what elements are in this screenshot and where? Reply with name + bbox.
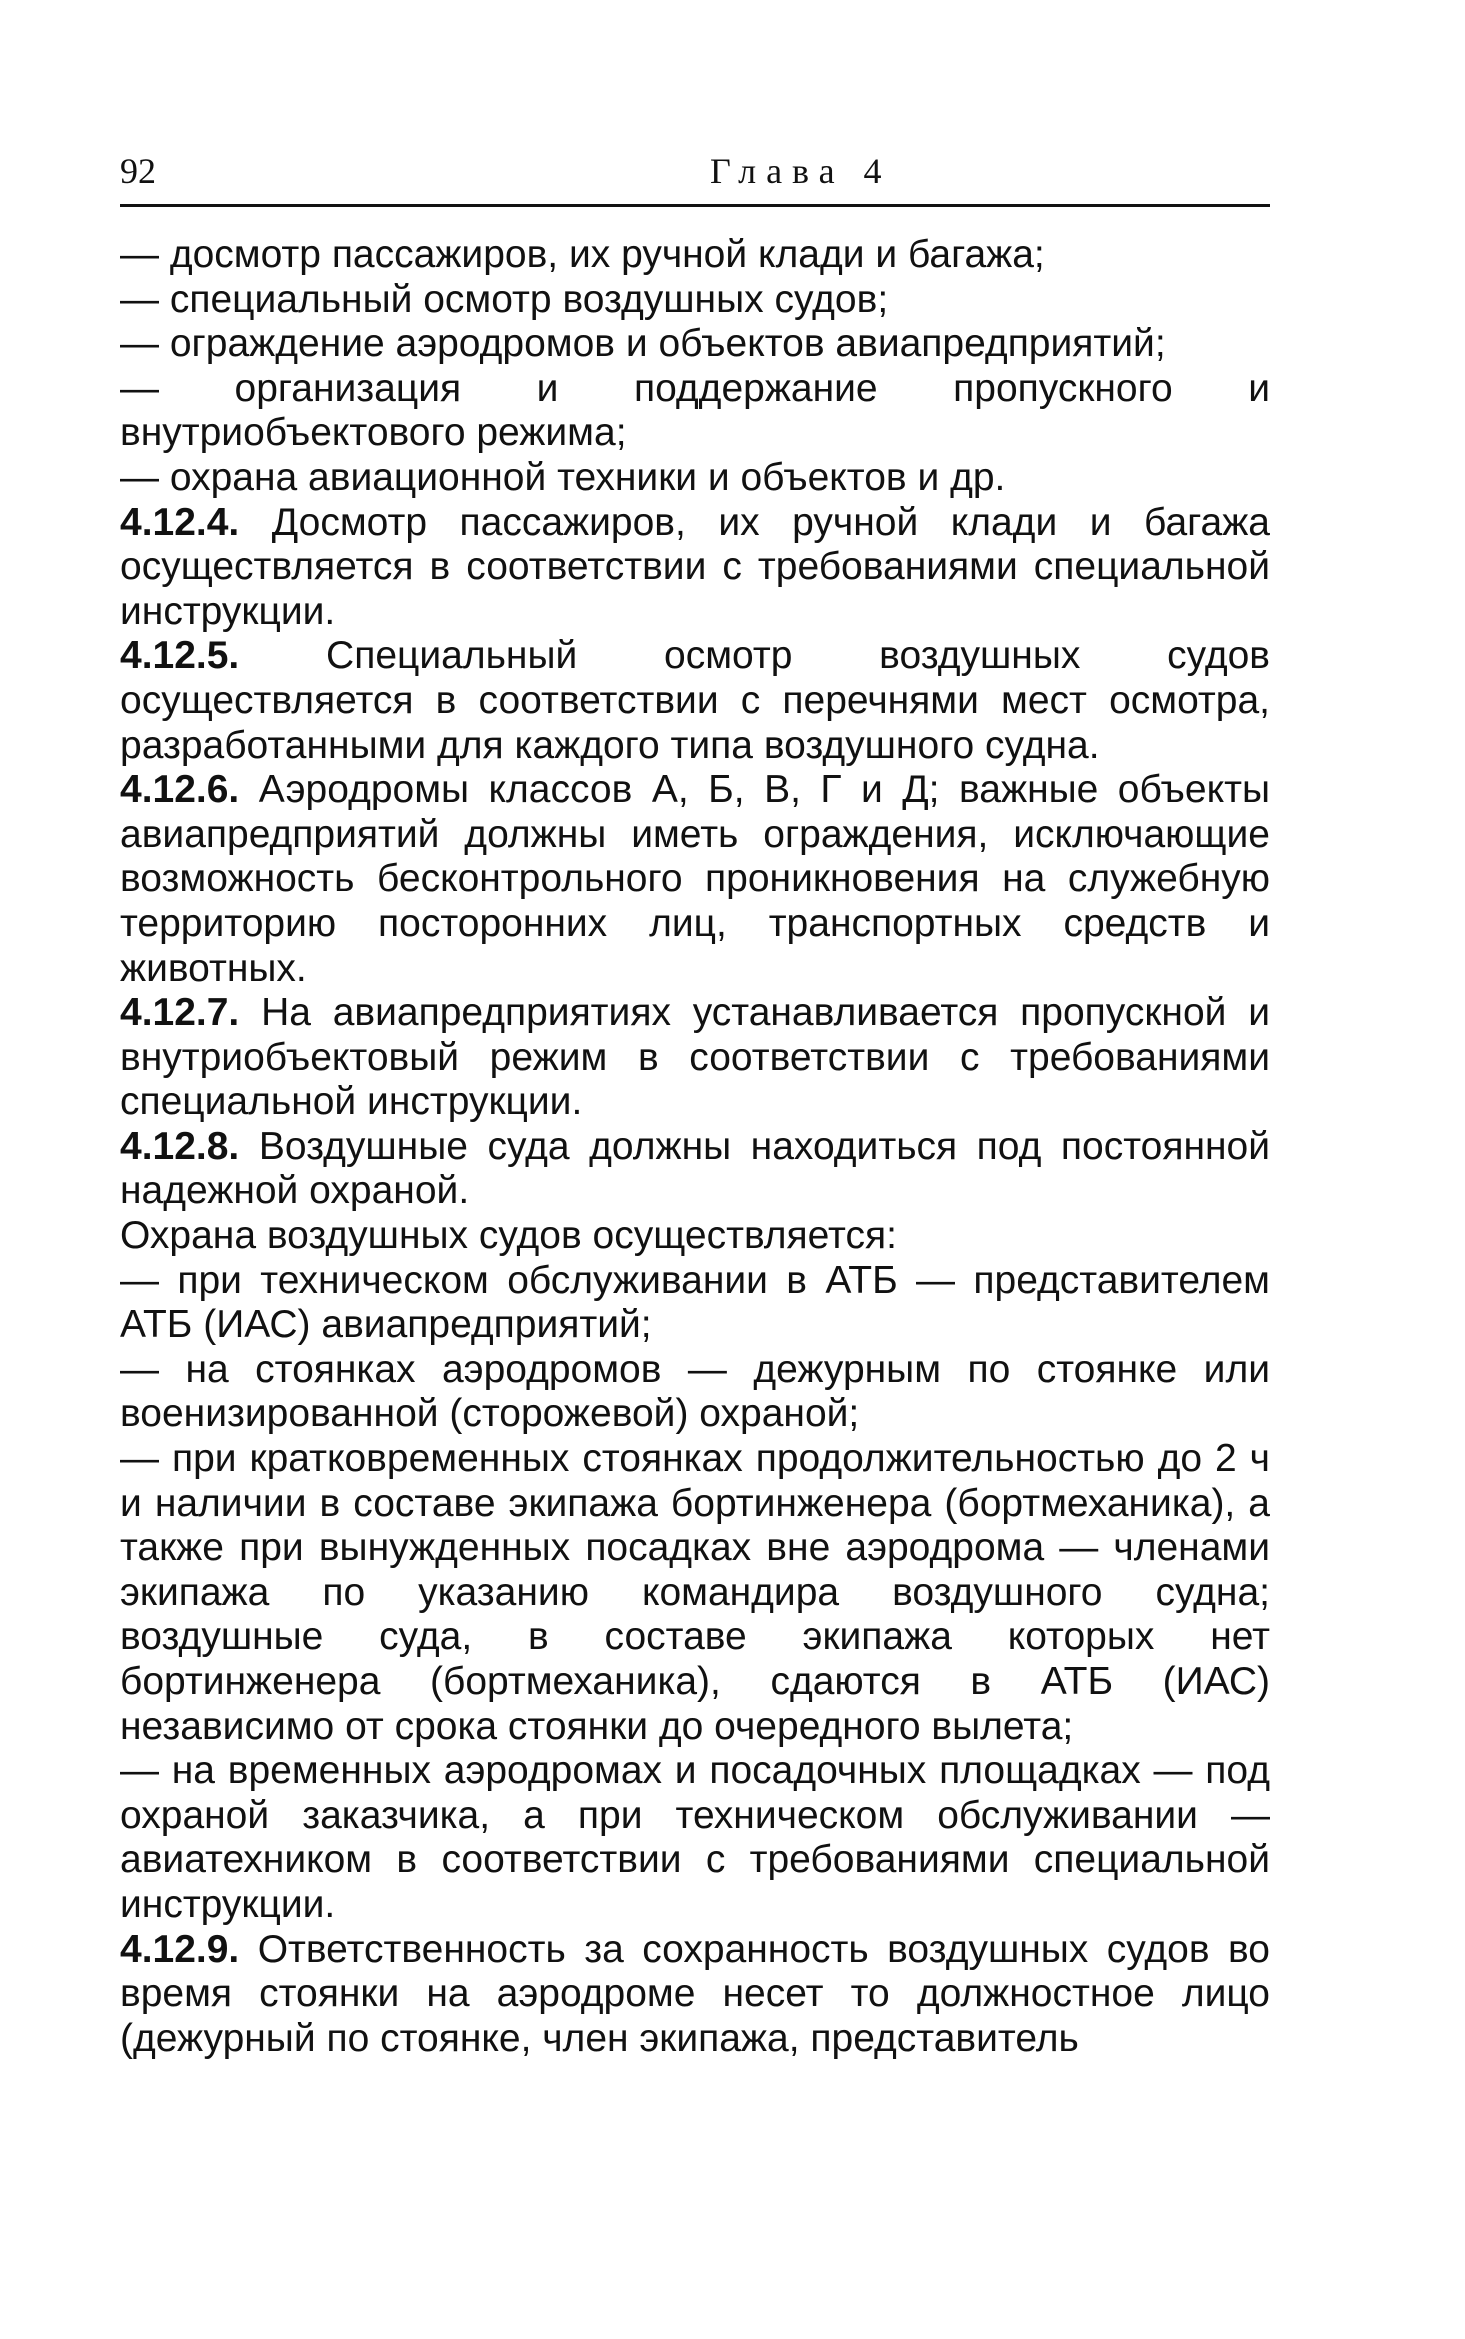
list-item: — организация и поддержание пропускного и внутриобъектового режима;: [120, 366, 1270, 455]
list-item: — на стоянках аэродромов — дежурным по стоянке или военизированной (сторожевой) охраной;: [120, 1347, 1270, 1436]
clause-number: 4.12.4.: [120, 500, 240, 544]
list-item: — при кратковременных стоянках продолжительностью до 2 ч и наличии в составе экипажа бортинженера (бортмеханика), а также при вынужденных посадках вне аэродрома — членами экипажа по указанию командира воздушного судна; воздушные суда, в составе экипажа которых нет бортинженера (бортмеханика), сдаются в АТБ (ИАС) независимо от срока стоянки до очередного вылета;: [120, 1437, 1270, 1748]
body-text: [120, 233, 1270, 2061]
clause-paragraph: 4.12.9. Ответственность за сохранность воздушных судов во время стоянки на аэродроме несет то должностное лицо (дежурный по стоянке, член экипажа, представитель: [120, 1927, 1270, 2060]
clause-paragraph: 4.12.5. Специальный осмотр воздушных судов осуществляется в соответствии с перечнями мест осмотра, разработанными для каждого типа воздушного судна.: [120, 634, 1270, 767]
list-item: — на временных аэродромах и посадочных площадках — под охраной заказчика, а при техническом обслуживании — авиатехником в соответствии с требованиями специальной инструкции.: [120, 1749, 1270, 1926]
list-item: — специальный осмотр воздушных судов;: [120, 277, 889, 321]
page-header: [120, 140, 1270, 200]
document-page: [120, 140, 1270, 2061]
clause-paragraph: 4.12.7. На авиапредприятиях устанавливается пропускной и внутриобъектовый режим в соответствии с требованиями специальной инструкции.: [120, 991, 1270, 1124]
clause-number: 4.12.6.: [120, 768, 240, 812]
clause-number: 4.12.5.: [120, 634, 240, 678]
header-divider: [120, 204, 1270, 207]
clause-number: 4.12.7.: [120, 991, 240, 1035]
clause-number: 4.12.8.: [120, 1124, 240, 1168]
chapter-title: Глава 4: [710, 151, 892, 191]
page-number: 92: [120, 151, 156, 191]
clause-number: 4.12.9.: [120, 1927, 240, 1971]
list-item: — досмотр пассажиров, их ручной клади и багажа;: [120, 233, 1045, 276]
clause-paragraph: 4.12.8. Воздушные суда должны находиться под постоянной надежной охраной.: [120, 1124, 1271, 1213]
list-item: — охрана авиационной техники и объектов и др.: [120, 455, 1006, 499]
list-item: — при техническом обслуживании в АТБ — представителем АТБ (ИАС) авиапредприятий;: [120, 1258, 1270, 1347]
plain-paragraph: Охрана воздушных судов осуществляется:: [120, 1214, 897, 1258]
clause-paragraph: 4.12.4. Досмотр пассажиров, их ручной клади и багажа осуществляется в соответствии с требованиями специальной инструкции.: [120, 500, 1270, 633]
list-item: — ограждение аэродромов и объектов авиапредприятий;: [120, 322, 1166, 366]
clause-paragraph: 4.12.6. Аэродромы классов А, Б, В, Г и Д; важные объекты авиапредприятий должны иметь ограждения, исключающие возможность бесконтрольного проникновения на служебную территорию посторонних лиц, транспортных средств и животных.: [120, 768, 1271, 990]
